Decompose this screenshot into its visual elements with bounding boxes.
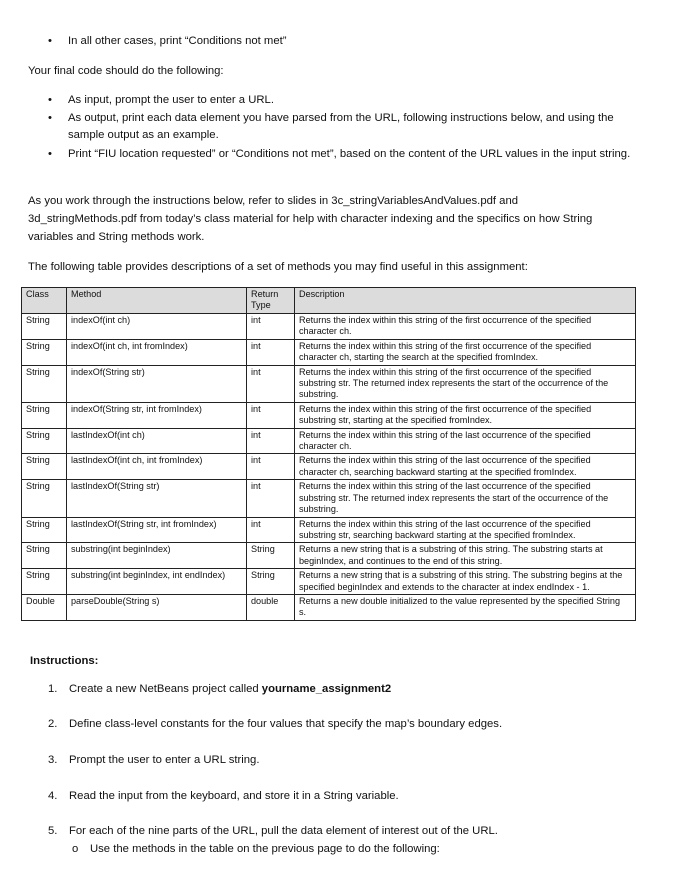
table-row xyxy=(22,339,636,365)
methods-table xyxy=(21,287,636,621)
final-code-bullet-2 xyxy=(48,110,642,144)
cell-return-type: double xyxy=(247,594,295,620)
table-row xyxy=(22,543,636,569)
cell-method: indexOf(int ch) xyxy=(67,314,247,340)
table-row xyxy=(22,402,636,428)
cell-method: parseDouble(String s) xyxy=(67,594,247,620)
cell-return-type: int xyxy=(247,314,295,340)
step-5 xyxy=(48,825,498,837)
step-number: 1. xyxy=(48,683,58,695)
cell-description: Returns the index within this string of the first occurrence of the specified substring str. The returned index represents the start of the occurrence of the substring. xyxy=(295,365,636,402)
step-3 xyxy=(48,754,259,766)
step-number: 2. xyxy=(48,718,58,730)
table-row xyxy=(22,365,636,402)
hollow-bullet-icon: o xyxy=(72,843,79,855)
header-return-type: Return Type xyxy=(247,288,295,314)
final-code-bullet-3 xyxy=(48,146,634,163)
bullet-text: As output, print each data element you have parsed from the URL, following instructions below, and using the sample output as an example. xyxy=(68,112,614,141)
step-1 xyxy=(48,683,391,695)
step-text: Define class-level constants for the four values that specify the map’s boundary edges. xyxy=(69,718,503,730)
cell-method: lastIndexOf(String str, int fromIndex) xyxy=(67,517,247,543)
refer-paragraph: As you work through the instructions below, refer to slides in 3c_stringVariablesAndValues.pdf and 3d_stringMethods.pdf from today’s class material for help with character indexing and the specifics on how String variables and String methods work. xyxy=(28,195,593,243)
table-row xyxy=(22,517,636,543)
final-code-heading: Your final code should do the following: xyxy=(28,65,224,77)
cell-description: Returns the index within this string of the last occurrence of the specified character ch. xyxy=(295,428,636,454)
table-row xyxy=(22,454,636,480)
step-text: Create a new NetBeans project called xyxy=(69,683,262,695)
cell-method: lastIndexOf(String str) xyxy=(67,480,247,517)
step-4 xyxy=(48,790,399,802)
cell-return-type: int xyxy=(247,480,295,517)
cell-method: indexOf(String str, int fromIndex) xyxy=(67,402,247,428)
cell-description: Returns the index within this string of the first occurrence of the specified character ch, starting the search at the specified fromIndex. xyxy=(295,339,636,365)
cell-description: Returns the index within this string of the first occurrence of the specified substring str, starting at the specified fromIndex. xyxy=(295,402,636,428)
step-text: Prompt the user to enter a URL string. xyxy=(69,754,260,766)
cell-return-type: int xyxy=(247,454,295,480)
bullet-icon: • xyxy=(48,148,52,160)
intro-bullet xyxy=(48,33,287,50)
header-class: Class xyxy=(22,288,67,314)
header-method: Method xyxy=(67,288,247,314)
table-row xyxy=(22,569,636,595)
final-code-bullet-1 xyxy=(48,92,638,109)
intro-bullet-text: In all other cases, print “Conditions not met” xyxy=(68,35,287,47)
cell-description: Returns the index within this string of the first occurrence of the specified character ch. xyxy=(295,314,636,340)
cell-method: lastIndexOf(int ch, int fromIndex) xyxy=(67,454,247,480)
cell-method: indexOf(int ch, int fromIndex) xyxy=(67,339,247,365)
cell-class: String xyxy=(22,543,67,569)
cell-method: lastIndexOf(int ch) xyxy=(67,428,247,454)
table-row xyxy=(22,428,636,454)
step-2 xyxy=(48,718,502,730)
cell-return-type: int xyxy=(247,428,295,454)
cell-class: String xyxy=(22,454,67,480)
sub-step-text: Use the methods in the table on the previous page to do the following: xyxy=(90,843,440,855)
bullet-icon: • xyxy=(48,112,52,124)
step-number: 4. xyxy=(48,790,58,802)
cell-method: indexOf(String str) xyxy=(67,365,247,402)
table-header-row xyxy=(22,288,636,314)
cell-description: Returns a new string that is a substring of this string. The substring begins at the specified beginIndex and extends to the character at index endIndex - 1. xyxy=(295,569,636,595)
project-name: yourname_assignment2 xyxy=(261,683,392,695)
bullet-text: Print “FIU location requested” or “Conditions not met”, based on the content of the URL values in the input string. xyxy=(68,148,631,160)
cell-class: String xyxy=(22,428,67,454)
step-text: For each of the nine parts of the URL, pull the data element of interest out of the URL. xyxy=(69,825,498,837)
table-row xyxy=(22,480,636,517)
cell-class: String xyxy=(22,339,67,365)
cell-return-type: int xyxy=(247,339,295,365)
cell-return-type: int xyxy=(247,517,295,543)
cell-return-type: String xyxy=(247,569,295,595)
cell-class: String xyxy=(22,480,67,517)
cell-class: String xyxy=(22,569,67,595)
cell-return-type: String xyxy=(247,543,295,569)
header-description: Description xyxy=(295,288,636,314)
table-intro: The following table provides descriptions of a set of methods you may find useful in this assignment: xyxy=(28,261,528,273)
instructions-heading: Instructions: xyxy=(30,655,99,667)
cell-description: Returns a new string that is a substring of this string. The substring starts at beginIndex, and continues to the end of this string. xyxy=(295,543,636,569)
cell-class: String xyxy=(22,314,67,340)
cell-class: String xyxy=(22,402,67,428)
table-row xyxy=(22,314,636,340)
table-row xyxy=(22,594,636,620)
bullet-icon: • xyxy=(48,35,52,47)
step-number: 3. xyxy=(48,754,58,766)
bullet-icon: • xyxy=(48,94,52,106)
cell-description: Returns a new double initialized to the value represented by the specified String s. xyxy=(295,594,636,620)
cell-description: Returns the index within this string of the last occurrence of the specified character ch, searching backward starting at the specified fromIndex. xyxy=(295,454,636,480)
sub-step xyxy=(72,843,440,855)
bullet-text: As input, prompt the user to enter a URL. xyxy=(68,94,274,106)
cell-return-type: int xyxy=(247,365,295,402)
step-number: 5. xyxy=(48,825,58,837)
cell-description: Returns the index within this string of the last occurrence of the specified substring str, searching backward starting at the specified fromIndex. xyxy=(295,517,636,543)
cell-class: Double xyxy=(22,594,67,620)
cell-class: String xyxy=(22,365,67,402)
cell-method: substring(int beginIndex, int endIndex) xyxy=(67,569,247,595)
cell-return-type: int xyxy=(247,402,295,428)
step-text: Read the input from the keyboard, and store it in a String variable. xyxy=(69,790,399,802)
cell-description: Returns the index within this string of the last occurrence of the specified substring str. The returned index represents the start of the occurrence of the substring. xyxy=(295,480,636,517)
cell-method: substring(int beginIndex) xyxy=(67,543,247,569)
cell-class: String xyxy=(22,517,67,543)
